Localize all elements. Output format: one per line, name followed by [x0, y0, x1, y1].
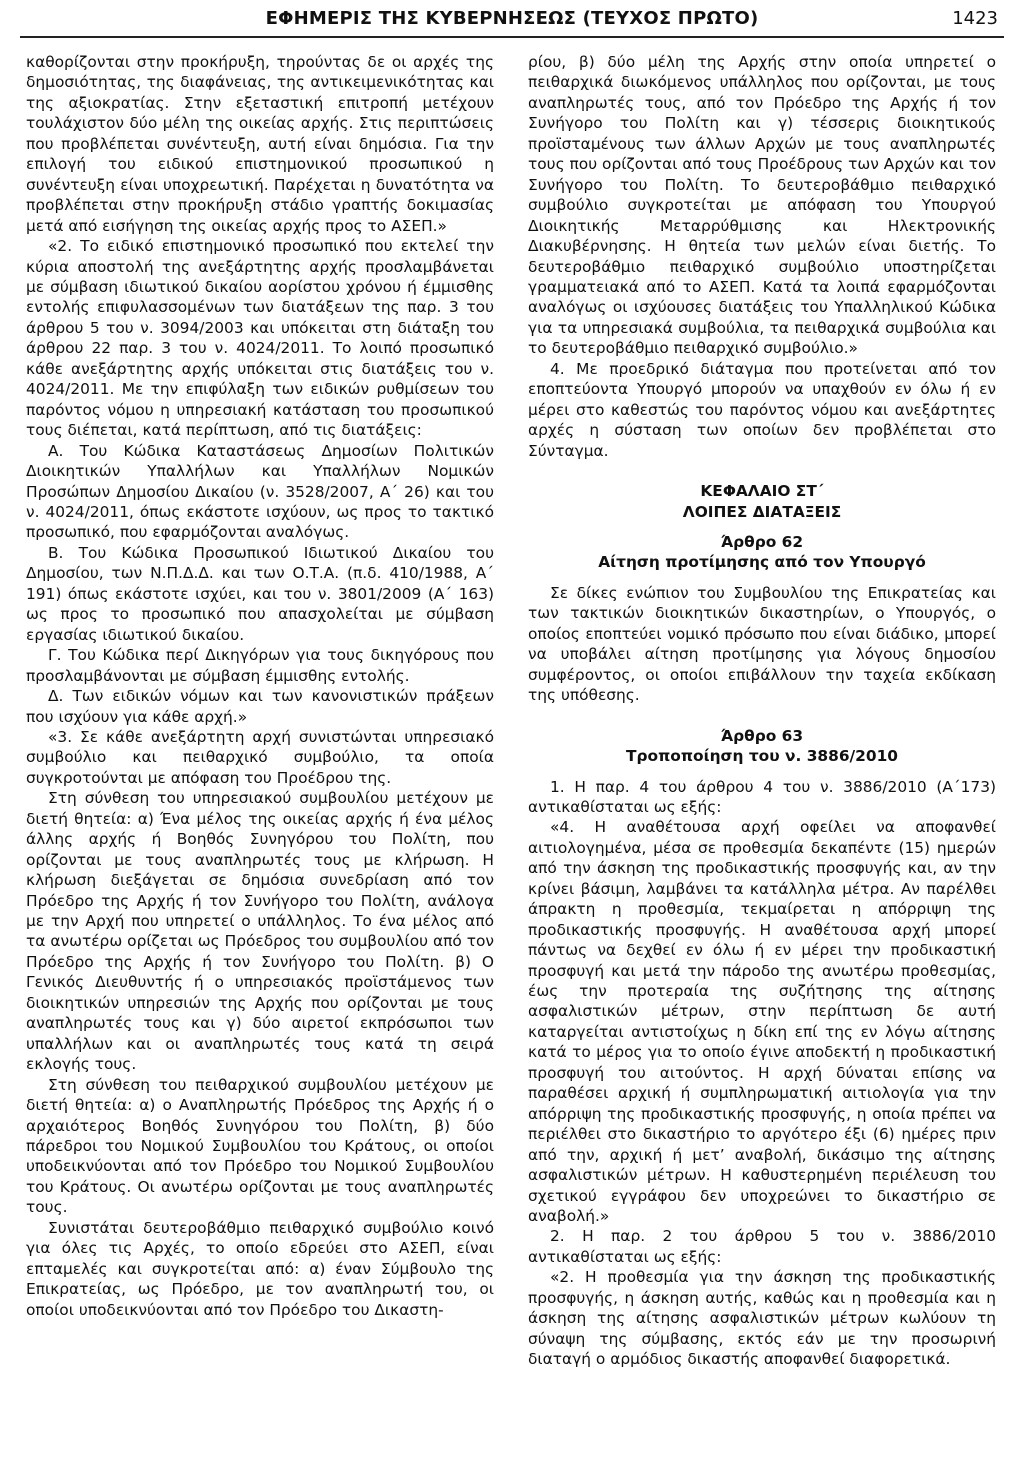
paragraph: Α. Του Κώδικα Καταστάσεως Δημοσίων Πολιτικών Διοικητικών Υπαλλήλων και Υπαλλήλων Νομικών Προσώπων Δημοσίου Δικαίου (ν. 3528/2007, Α΄ 26) και του ν. 4024/2011, όπως εκάστοτε ισχύουν, ως προς το τακτικό προσωπικό, που εφαρμόζονται αναλόγως. — [26, 441, 494, 542]
paragraph: 1. Η παρ. 4 του άρθρου 4 του ν. 3886/2010 (Α΄173) αντικαθίσταται ως εξής: — [528, 777, 996, 816]
paragraph: Δ. Των ειδικών νόμων και των κανονιστικών πράξεων που ισχύουν για κάθε αρχή.» — [26, 687, 494, 726]
article-62-text: Σε δίκες ενώπιον του Συμβουλίου της Επικρατείας και των τακτικών διοικητικών δικαστηρίων, ο Υπουργός, ο οποίος εποπτεύει νομικό πρόσωπο που είναι διάδικο, μπορεί να υποβάλει αίτηση προτίμησης για λόγους δημοσίου συμφέροντος, οι οποίοι επιβάλλουν την ταχεία εκδίκαση της υπόθεσης. — [528, 583, 996, 705]
paragraph: 2. Η παρ. 2 του άρθρου 5 του ν. 3886/2010 αντικαθίσταται ως εξής: — [528, 1227, 996, 1266]
paragraph: Στη σύνθεση του πειθαρχικού συμβουλίου μετέχουν με διετή θητεία: α) ο Αναπληρωτής Πρόεδρος της Αρχής ή ο αρχαιότερος Βοηθός Συνηγόρου του Πολίτη, β) δύο πάρεδροι του Νομικού Συμβουλίου του Κράτους, οι οποίοι υποδεικνύονται από τον Πρόεδρο του Νομικού Συμβουλίου του Κράτους. Οι ανωτέρω ορίζονται με τους αναπληρωτές τους. — [26, 1075, 494, 1217]
left-column — [26, 52, 494, 1320]
paragraph: Στη σύνθεση του υπηρεσιακού συμβουλίου μετέχουν με διετή θητεία: α) Ένα μέλος της οικείας αρχής ή ένα μέλος άλλης αρχής ή Βοηθός Συνηγόρου του Πολίτη, που ορίζονται με τους αναπληρωτές τους με κλήρωση. Η κλήρωση διεξάγεται σε δημόσια συνεδρίαση από τον Πρόεδρο της Αρχής ή τον Συνήγορο του Πολίτη, ανάλογα με την Αρχή που υπηρετεί ο υπάλληλος. Το ένα μέλος από τα ανωτέρω ορίζεται ως Πρόεδρος του συμβουλίου από τον Πρόεδρο της Αρχής ή τον Συνήγορο του Πολίτη. β) Ο Γενικός Διευθυντής ή ο υπηρεσιακός προϊστάμενος των διοικητικών υπηρεσιών της Αρχής που ορίζονται με τους αναπληρωτές τους και γ) δύο αιρετοί εκπρόσωποι των υπαλλήλων και οι αναπληρωτές τους κατά τη σειρά εκλογής τους. — [26, 789, 494, 1074]
paragraph: «2. Το ειδικό επιστημονικό προσωπικό που εκτελεί την κύρια αποστολή της ανεξάρτητης αρχής προσλαμβάνεται με σύμβαση ιδιωτικού δικαίου αορίστου χρόνου ή έμμισθης εντολής επιφυλασσομένων των διατάξεων της παρ. 3 του άρθρου 5 του ν. 3094/2003 και υπόκειται στη διάταξη του άρθρου 22 παρ. 3 του ν. 4024/2011. Το λοιπό προσωπικό κάθε ανεξάρτητης αρχής υπόκειται στις διατάξεις του ν. 4024/2011. Με την επιφύλαξη των ειδικών ρυθμίσεων του παρόντος νόμου η υπηρεσιακή κατάσταση του προσωπικού τους διέπεται, κατά περίπτωση, από τις διατάξεις: — [26, 237, 494, 440]
paragraph: Συνιστάται δευτεροβάθμιο πειθαρχικό συμβούλιο κοινό για όλες τις Αρχές, το οποίο εδρεύει στο ΑΣΕΠ, είναι επταμελές και συγκροτείται από: α) έναν Σύμβουλο της Επικρατείας, ως Πρόεδρο, με τον αναπληρωτή του, οι οποίοι υποδεικνύονται από τον Πρόεδρο του Δικαστη- — [26, 1218, 494, 1319]
gazette-title: ΕΦΗΜΕΡΙΣ ΤΗΣ ΚΥΒΕΡΝΗΣΕΩΣ (ΤΕΥΧΟΣ ΠΡΩΤΟ) — [265, 8, 759, 29]
paragraph: 4. Με προεδρικό διάταγμα που προτείνεται από τον εποπτεύοντα Υπουργό μπορούν να υπαχθούν εν όλω ή εν μέρει στο καθεστώς του παρόντος νόμου και ανεξάρτητες αρχές η σύσταση των οποίων δεν προβλέπεται στο Σύνταγμα. — [528, 359, 996, 460]
header-divider — [20, 36, 1004, 38]
paragraph: καθορίζονται στην προκήρυξη, τηρούντας δε οι αρχές της δημοσιότητας, της διαφάνειας, της αντικειμενικότητας και της αξιοκρατίας. Στην εξεταστική επιτροπή μετέχουν τουλάχιστον δύο μέλη της οικείας αρχής. Στις περιπτώσεις που προβλέπεται συνέντευξη, αυτή είναι δημόσια. Για την επιλογή του ειδικού επιστημονικού προσωπικού η συνέντευξη είναι υποχρεωτική. Παρέχεται η δυνατότητα να προβλέπεται στην προκήρυξη στάδιο γραπτής δοκιμασίας μετά από εισήγηση της οικείας αρχής προς το ΑΣΕΠ.» — [26, 53, 494, 235]
paragraph: ρίου, β) δύο μέλη της Αρχής στην οποία υπηρετεί ο πειθαρχικά διωκόμενος υπάλληλος που ορίζονται, με τους αναπληρωτές τους, από τον Πρόεδρο της Αρχής ή τον Συνήγορο του Πολίτη και γ) τέσσερις διοικητικούς προϊσταμένους των άλλων Αρχών με τους αναπληρωτές τους που ορίζονται από τους Προέδρους των Αρχών και τον Συνήγορο του Πολίτη. Το δευτεροβάθμιο πειθαρχικό συμβούλιο συγκροτείται με απόφαση του Υπουργού Διοικητικής Μεταρρύθμισης και Ηλεκτρονικής Διακυβέρνησης. Η θητεία των μελών είναι διετής. Το δευτεροβάθμιο πειθαρχικό συμβούλιο υποστηρίζεται γραμματειακά από το ΑΣΕΠ. Κατά τα λοιπά εφαρμόζονται αναλόγως οι ισχύουσες διατάξεις του Υπαλληλικού Κώδικα για τα υπηρεσιακά συμβούλια, τα πειθαρχικά συμβούλια και το δευτεροβάθμιο πειθαρχικό συμβούλιο.» — [528, 53, 996, 358]
page-number: 1423 — [952, 8, 998, 29]
article-63-subtitle: Τροποποίηση του ν. 3886/2010 — [626, 747, 898, 766]
paragraph: «2. Η προθεσμία για την άσκηση της προδικαστικής προσφυγής, η άσκηση αυτής, καθώς και η προθεσμία και η άσκηση της αίτησης ασφαλιστικών μέτρων κωλύουν τη σύναψη της σύμβασης, εκτός εάν με την προσωρινή διαταγή ο αρμόδιος δικαστής αποφανθεί διαφορετικά. — [528, 1268, 996, 1369]
chapter-subtitle: ΛΟΙΠΕΣ ΔΙΑΤΑΞΕΙΣ — [682, 502, 842, 521]
paragraph: «3. Σε κάθε ανεξάρτητη αρχή συνιστώνται υπηρεσιακό συμβούλιο και πειθαρχικό συμβούλιο, τα οποία συγκροτούνται με απόφαση του Προέδρου της. — [26, 727, 494, 787]
paragraph: Β. Του Κώδικα Προσωπικού Ιδιωτικού Δικαίου του Δημοσίου, των Ν.Π.Δ.Δ. και των Ο.Τ.Α. (π.δ. 410/1988, Α΄ 191) όπως εκάστοτε ισχύει, και του ν. 3801/2009 (Α΄ 163) ως προς το προσωπικό που απασχολείται με σύμβαση εργασίας ιδιωτικού δικαίου. — [26, 543, 494, 644]
article-62-subtitle: Αίτηση προτίμησης από τον Υπουργό — [598, 553, 926, 572]
paragraph: Γ. Του Κώδικα περί Δικηγόρων για τους δικηγόρους που προσλαμβάνονται με σύμβαση έμμισθης εντολής. — [26, 646, 494, 685]
chapter-title: ΚΕΦΑΛΑΙΟ ΣΤ΄ — [700, 482, 824, 501]
article-62-title: Άρθρο 62 — [720, 532, 804, 551]
page-header — [20, 6, 1004, 36]
article-63-title: Άρθρο 63 — [720, 726, 804, 745]
right-column — [528, 52, 996, 1370]
paragraph: «4. Η αναθέτουσα αρχή οφείλει να αποφανθεί αιτιολογημένα, μέσα σε προθεσμία δεκαπέντε (15) ημερών από την άσκηση της προδικαστικής προσφυγής και, αν την κρίνει βάσιμη, λαμβάνει τα κατάλληλα μέτρα. Αν παρέλθει άπρακτη η προθεσμία, τεκμαίρεται η απόρριψη της προδικαστικής προσφυγής. Η αναθέτουσα αρχή μπορεί πάντως να δεχθεί εν όλω ή εν μέρει την προδικαστική προσφυγή και μετά την πάροδο της ανωτέρω προθεσμίας, έως την προτεραία της συζήτησης της αίτησης ασφαλιστικών μέτρων, στην περίπτωση δε αυτή καταργείται αντιστοίχως η δίκη επί της εν λόγω αίτησης κατά το μέρος για το οποίο έγινε αποδεκτή η προδικαστική προσφυγή του αιτούντος. Η αρχή δύναται επίσης να παραθέσει αρχική ή συμπληρωματική αιτιολογία για την απόρριψη της προδικαστικής προσφυγής, η οποία πρέπει να περιέλθει στο δικαστήριο το αργότερο έξι (6) ημέρες πριν από την, αρχική ή μετ’ αναβολή, δικάσιμο της αίτησης ασφαλιστικών μέτρων. Η καθυστερημένη περιέλευση του σχετικού εγγράφου δεν υποχρεώνει το δικαστήριο σε αναβολή.» — [528, 818, 996, 1226]
